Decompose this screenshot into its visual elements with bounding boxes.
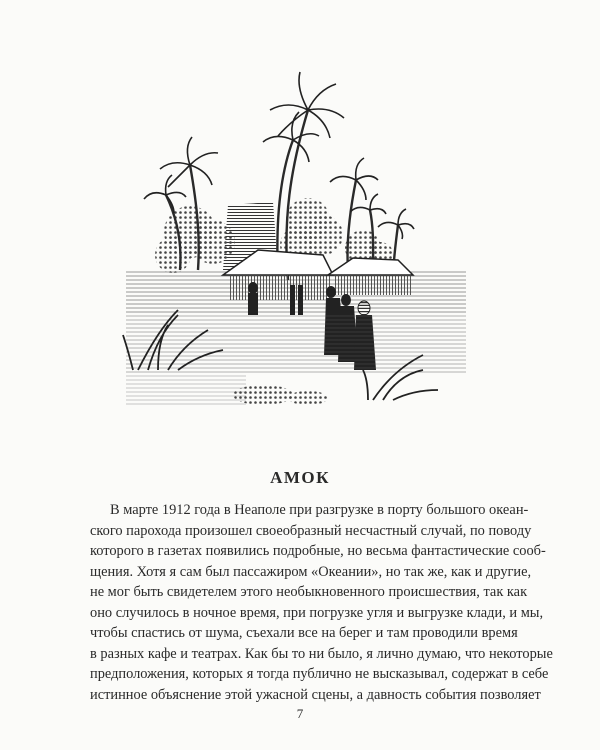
foliage-left <box>155 206 235 273</box>
chapter-title: АМОК <box>270 468 330 487</box>
tropical-engraving-illustration <box>118 70 473 425</box>
text-line: чтобы спастись от шума, съехали все на берег и там проводили время <box>90 625 518 641</box>
text-line: оно случилось в ночное время, при погрузке угля и выгрузке клади, и мы, <box>90 604 544 621</box>
text-line: В марте 1912 года в Неаполе при разгрузке в порту большого океан- <box>110 502 529 518</box>
text-line: не мог быть свидетелем этого необыкновенного происшествия, так как <box>90 584 528 600</box>
page-number: 7 <box>296 706 304 721</box>
text-line: ского парохода произошел своеобразный несчастный случай, по поводу <box>90 522 532 539</box>
text-line: в разных кафе и театрах. Как бы то ни было, я лично думаю, что некоторые <box>90 645 553 662</box>
body-paragraph <box>90 500 553 705</box>
text-line: которого в газетах появились подробные, но весьма фантастические сооб- <box>90 543 546 559</box>
text-line: предположения, которых я тогда публично не высказывал, содержат в себе <box>90 666 549 682</box>
text-line: щения. Хотя я сам был пассажиром «Океании», но так же, как и другие, <box>90 563 532 580</box>
text-line: истинное объяснение этой ужасной сцены, а давность события позволяет <box>90 686 541 703</box>
